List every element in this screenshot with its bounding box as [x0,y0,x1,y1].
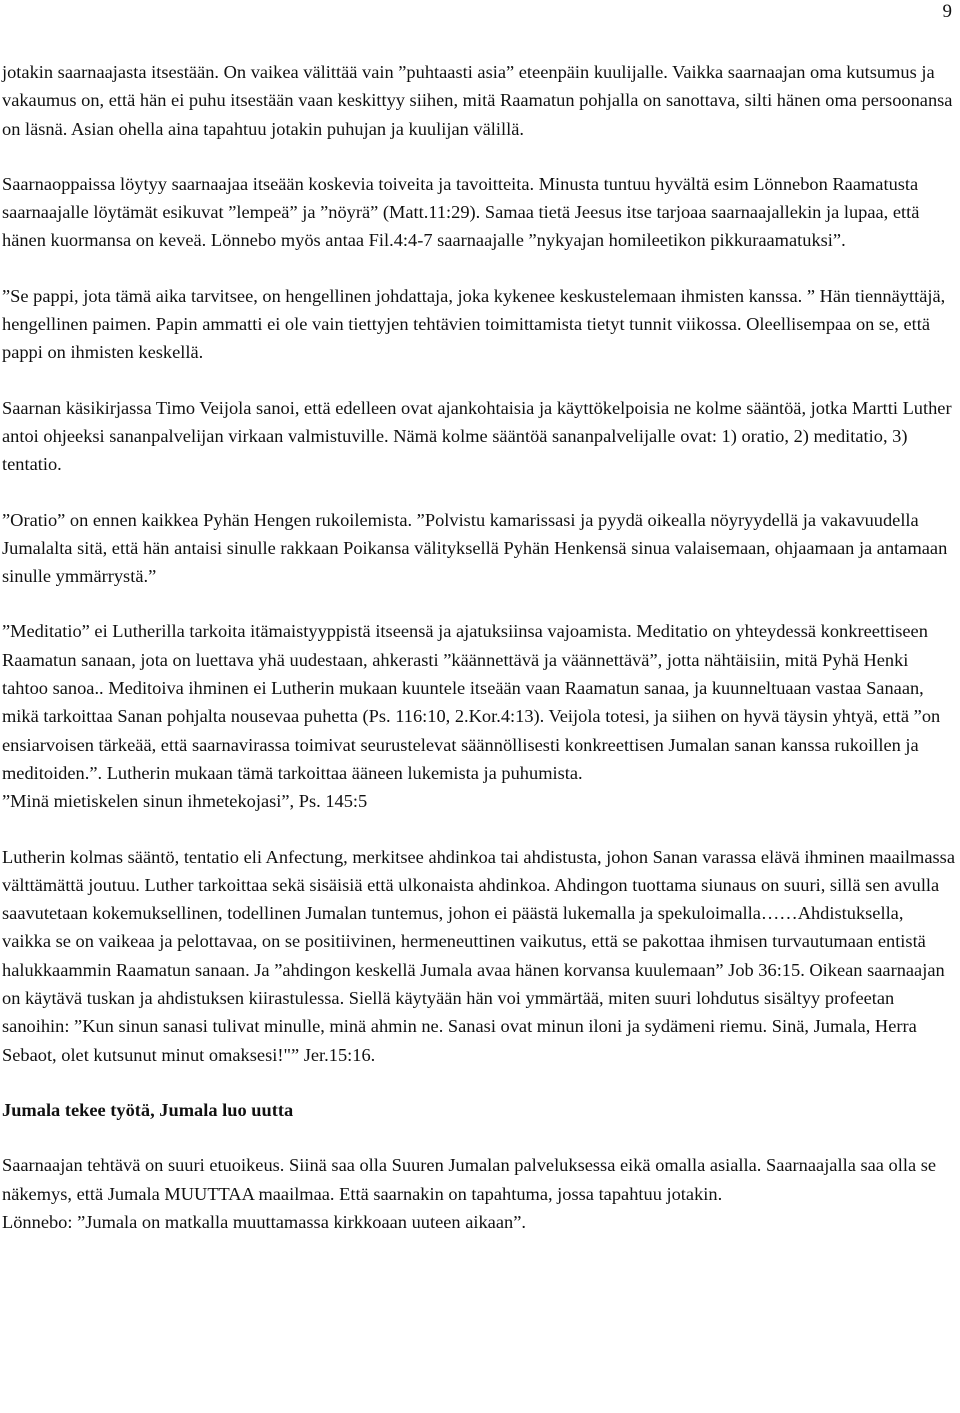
paragraph-psalm-quote: ”Minä mietiskelen sinun ihmetekojasi”, Ps. 145:5 [2,791,368,812]
paragraph-oratio: ”Oratio” on ennen kaikkea Pyhän Hengen rukoilemista. ”Polvistu kamarissasi ja pyydä oikealla nöyryydellä ja vakavuudella Jumalalta sitä, että hän antaisi sinulle rakkaan Poikansa välityksellä Pyhän Henkensä sinua valaisemaan, ohjaamaan ja antamaan sinulle ymmärrystä.” [2,509,948,587]
paragraph-meditatio: ”Meditatio” ei Lutherilla tarkoita itämaistyyppistä itseensä ja ajatuksiinsa vajoamista. Meditatio on yhteydessä konkreettiseen Raamatun sanaan, jota on luettava yhä uudestaan, ahkerasti ”käännettävä ja väännettävä”, jotta nähtäisiin, mitä Pyhä Henki tahtoo sanoa.. Meditoiva ihminen ei Lutherin mukaan kuuntele itseään vaan Raamatun sanaa, ja kuunneltuaan vastaa Sanaan, mikä tarkoittaa Sanan pohjalta nousevaa puhetta (Ps. 116:10, 2.Kor.4:13). Veijola totesi, ja siihen on hyvä täysin yhtyä, että ”on ensiarvoisen tärkeää, että saarnavirassa toimivat seurustelevat säännöllisesti konkreettisen Jumalan sanan kanssa rukoillen ja meditoiden.”. Lutherin mukaan tämä tarkoittaa ääneen lukemista ja puhumista. [2,621,941,783]
section-god-works [2,1096,957,1236]
page-number: 9 [942,1,952,22]
document-body [2,58,957,1236]
section-quote: Lönnebo: ”Jumala on matkalla muuttamassa kirkkoaan uuteen aikaan”. [2,1211,526,1232]
paragraph-spiritual-guide: ”Se pappi, jota tämä aika tarvitsee, on hengellinen johdattaja, joka kykenee keskustelemaan ihmisten kanssa. ” Hän tiennäyttäjä, hengellinen paimen. Papin ammatti ei ole vain tiettyjen tehtävien toimittamista tietyt tunnit viikossa. Oleellisempaa on se, että pappi on ihmisten keskellä. [2,285,946,363]
paragraph-tentatio: Lutherin kolmas sääntö, tentatio eli Anfectung, merkitsee ahdinkoa tai ahdistusta, johon Sanan varassa elävä ihminen maailmassa välttämättä joutuu. Luther tarkoittaa sekä sisäisiä että ulkonaista ahdinkoa. Ahdingon tuottama siunaus on suuri, sillä sen avulla saavutetaan kokemuksellinen, todellinen Jumalan tuntemus, johon ei päästä lukemalla ja spekuloimalla……Ahdistuksella, vaikka se on vaikeaa ja pelottavaa, on se positiivinen, hermeneuttinen vaikutus, että se pakottaa ihmisen turvautumaan entistä halukkaammin Raamatun sanaan. Ja ”ahdingon keskellä Jumala avaa hänen korvansa kuulemaan” Job 36:15. Oikean saarnaajan on käytävä tuskan ja ahdistuksen kiirastulessa. Siellä käytyään hän voi ymmärtää, miten suuri lohdutus sisältyy profeetan sanoihin: ”Kun sinun sanasi tulivat minulle, minä ahmin ne. Sanasi ovat minun iloni ja sydämeni riemu. Sinä, Jumala, Herra Sebaot, olet kutsunut minut omaksesi!"” Jer.15:16. [2,846,955,1065]
section-body: Saarnaajan tehtävä on suuri etuoikeus. Siinä saa olla Suuren Jumalan palveluksessa eikä omalla asialla. Saarnaajalla saa olla se näkemys, että Jumala MUUTTAA maailmaa. Että saarnakin on tapahtuma, jossa tapahtuu jotakin. [2,1155,937,1204]
paragraph-speaker-presence: jotakin saarnaajasta itsestään. On vaikea välittää vain ”puhtaasti asia” eteenpäin kuulijalle. Vaikka saarnaajan oma kutsumus ja vakaumus on, että hän ei puhu itsestään vaan keskittyy siihen, mitä Raamatun pohjalla on sanottava, silti hänen oma persoonansa on läsnä. Asian ohella aina tapahtuu jotakin puhujan ja kuulijan välillä. [2,62,953,139]
section-heading: Jumala tekee työtä, Jumala luo uutta [2,1099,294,1120]
paragraph-preaching-guides: Saarnaoppaissa löytyy saarnaajaa itseään koskevia toiveita ja tavoitteita. Minusta tuntuu hyvältä esim Lönnebon Raamatusta saarnaajalle löytämät esikuvat ”lempeä” ja ”nöyrä” (Matt.11:29). Samaa tietä Jeesus itse tarjoaa saarnaajallekin ja lupaa, että hänen kuormansa on keveä. Lönnebo myös antaa Fil.4:4-7 saarnaajalle ”nykyajan homileetikon pikkuraamatuksi”. [2,173,920,251]
paragraph-three-rules: Saarnan käsikirjassa Timo Veijola sanoi, että edelleen ovat ajankohtaisia ja käyttökelpoisia ne kolme sääntöä, jotka Martti Luther antoi ohjeeksi sananpalvelijan virkaan valmistuville. Nämä kolme sääntöä sananpalvelijalle ovat: 1) oratio, 2) meditatio, 3) tentatio. [2,397,952,475]
